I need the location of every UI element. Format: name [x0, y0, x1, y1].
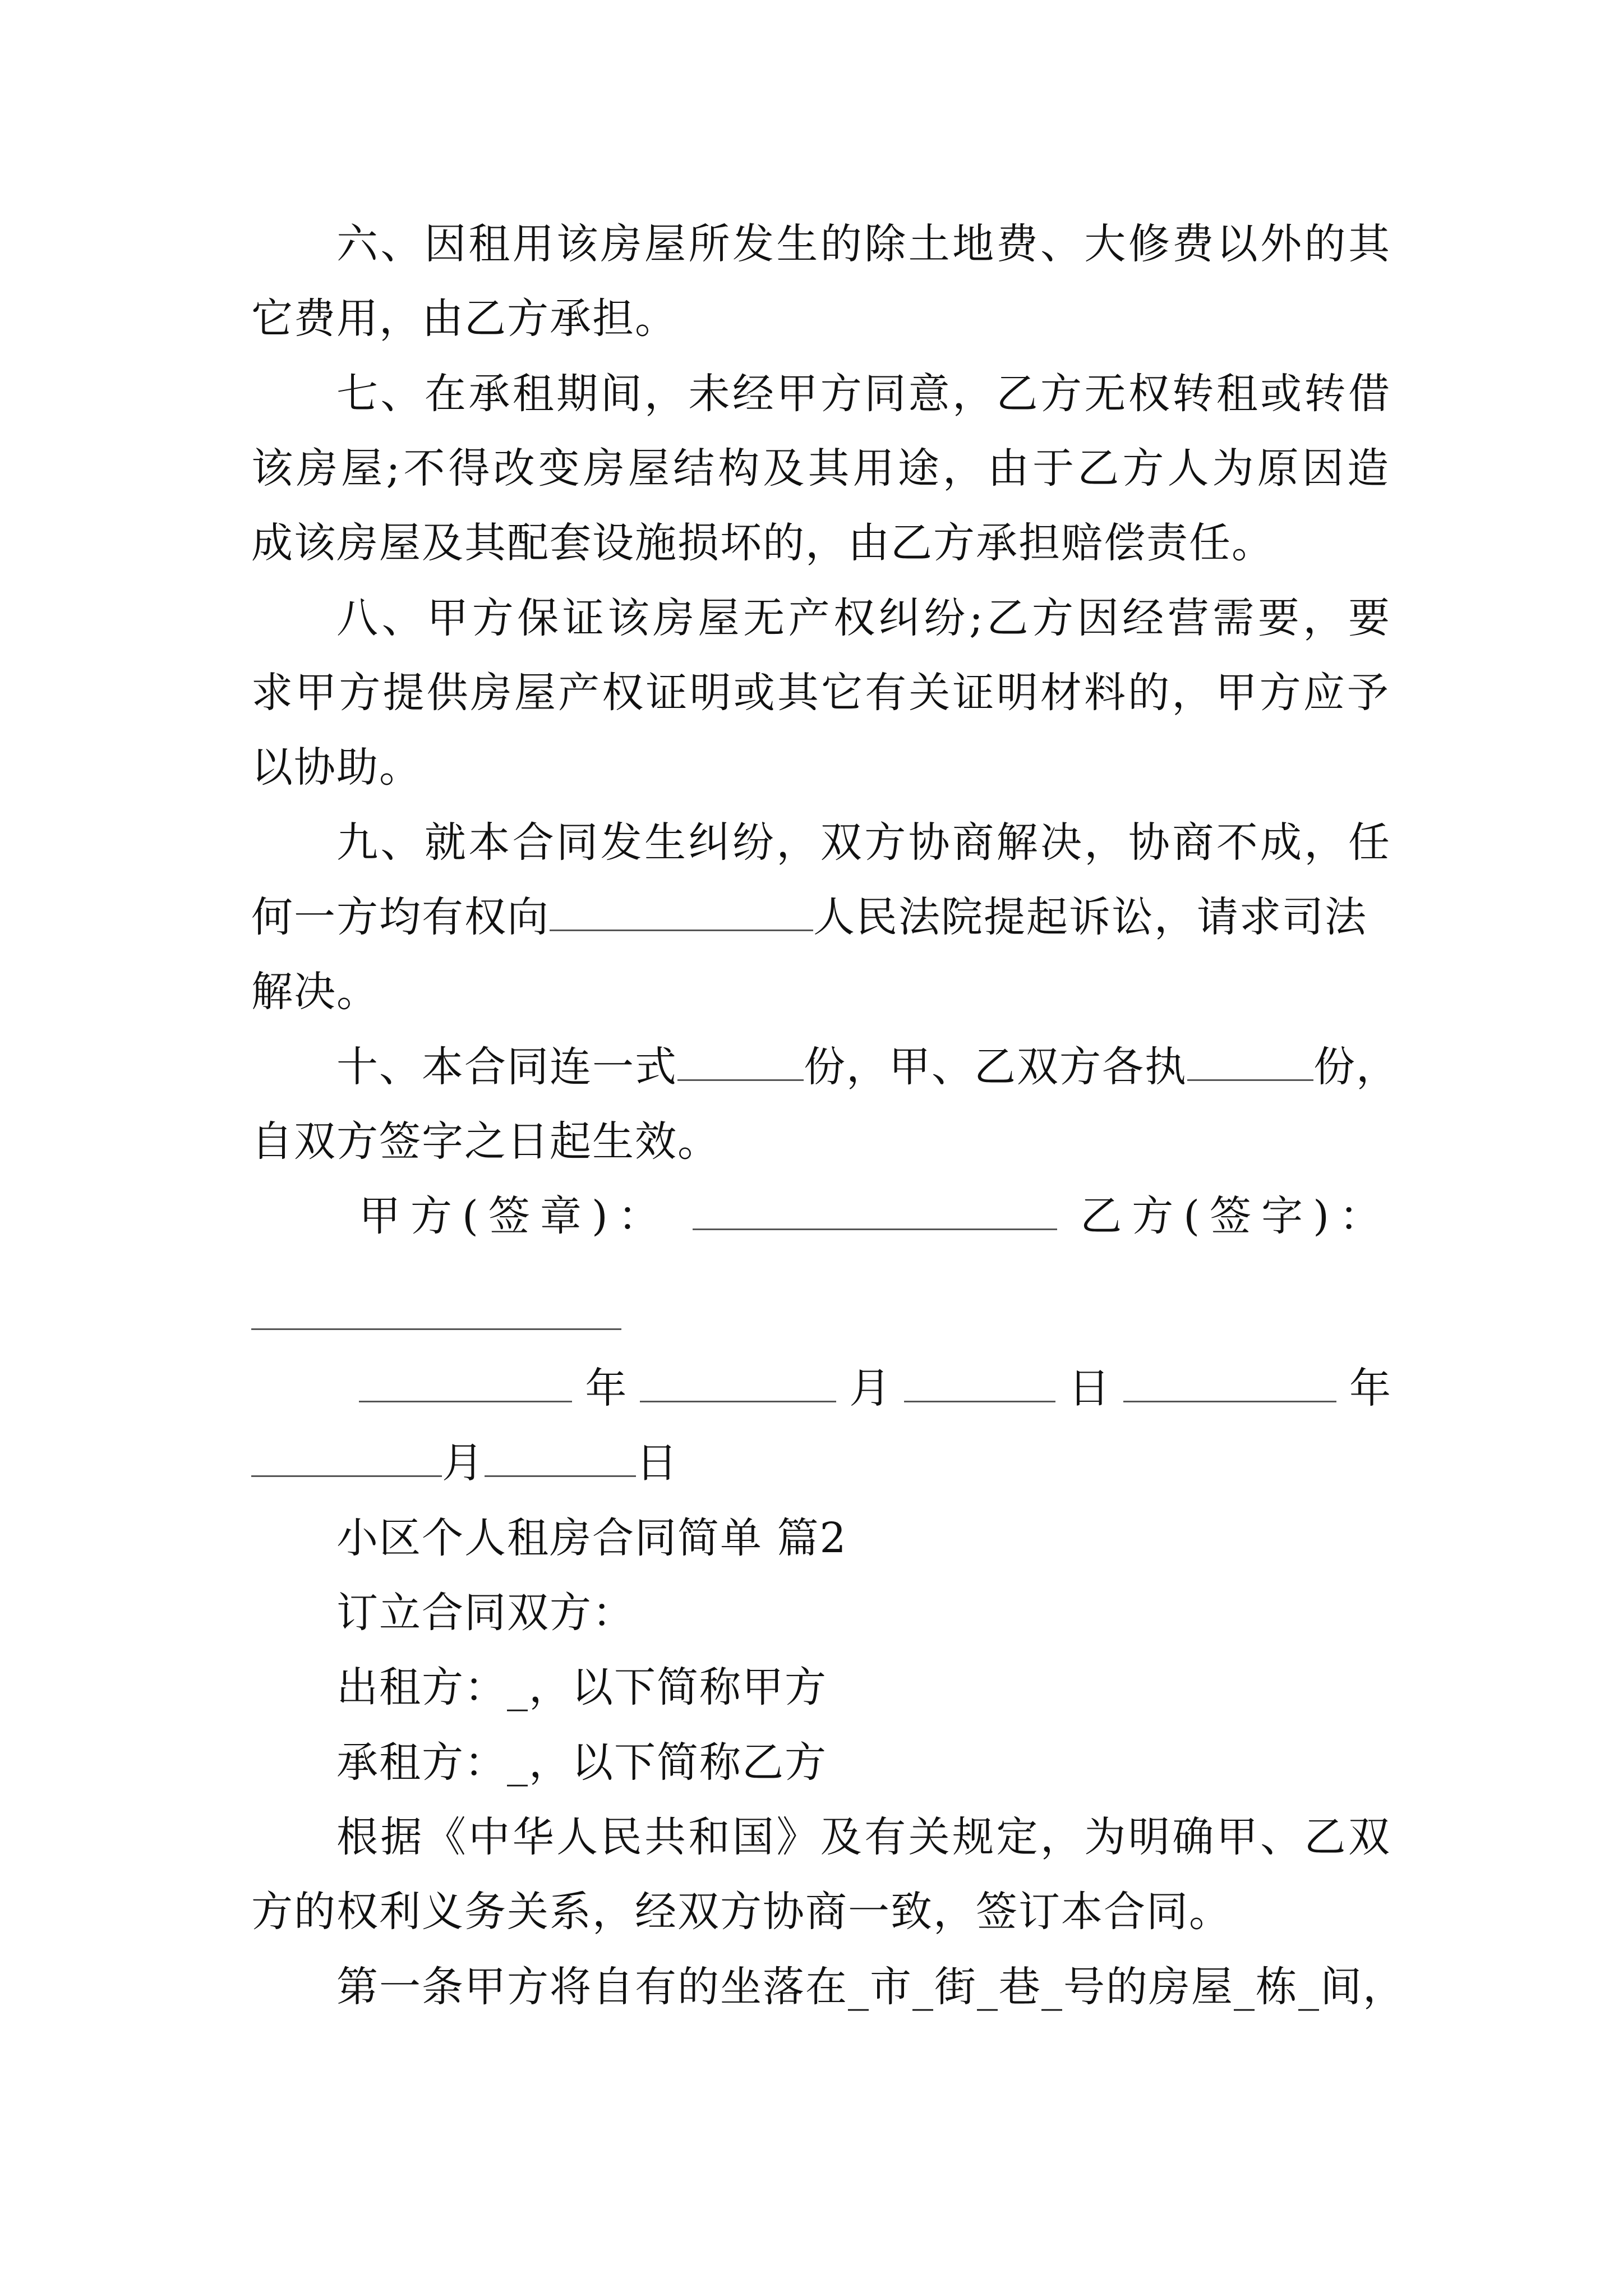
clause-7-line-1: 七、在承租期间，未经甲方同意，乙方无权转租或转借	[336, 370, 1391, 418]
party-a-year-label: 年	[585, 1364, 627, 1412]
lessor-line: 出租方：_，以下简称甲方	[336, 1663, 827, 1711]
court-name-blank	[550, 892, 813, 931]
clause-9-text-before: 何一方均有权向	[251, 893, 550, 941]
clause-6-line-1: 六、因租用该房屋所发生的除土地费、大修费以外的其	[336, 220, 1391, 268]
clause-9-line-1: 九、就本合同发生纠纷，双方协商解决，协商不成，任	[336, 818, 1391, 867]
clause-10-line-1	[336, 1039, 1399, 1095]
clause-7-line-2: 该房屋;不得改变房屋结构及其用途，由于乙方人为原因造	[251, 444, 1390, 493]
party-b-year-blank	[1123, 1364, 1336, 1402]
party-a-month-label: 月	[849, 1364, 891, 1412]
party-b-signature-blank	[251, 1328, 621, 1330]
clause-10-text-c: 份，	[1313, 1043, 1399, 1091]
party-b-year-label: 年	[1349, 1364, 1391, 1412]
copies-each-blank	[1187, 1042, 1313, 1081]
party-b-month-label: 月	[442, 1439, 485, 1487]
clause-9-line-3: 解决。	[251, 968, 379, 1016]
party-a-signature-blank	[693, 1191, 1057, 1230]
article-1-line-1: 第一条甲方将自有的坐落在_市_街_巷_号的房屋_栋_间，	[336, 1963, 1405, 2011]
party-a-month-blank	[640, 1364, 836, 1402]
party-a-signature-label: 甲方(签章)：	[359, 1192, 670, 1240]
party-b-date-line	[251, 1435, 1390, 1491]
clause-6-line-2: 它费用，由乙方承担。	[251, 295, 677, 343]
copies-total-blank	[677, 1042, 804, 1081]
clause-9-text-after: 人民法院提起诉讼，请求司法	[813, 893, 1367, 941]
signature-row	[359, 1188, 1391, 1244]
clause-10-line-2: 自双方签字之日起生效。	[251, 1117, 720, 1166]
lessee-line: 承租方：_，以下简称乙方	[336, 1738, 827, 1787]
party-b-day-label: 日	[636, 1439, 679, 1487]
clause-10-text-b: 份，甲、乙双方各执	[804, 1043, 1187, 1091]
party-b-signature-label: 乙方(签字)：	[1080, 1192, 1391, 1240]
clause-8-line-1: 八、甲方保证该房屋无产权纠纷;乙方因经营需要，要	[336, 594, 1391, 642]
clause-8-line-3: 以协助。	[251, 743, 422, 792]
clause-10-text-a: 十、本合同连一式	[336, 1043, 677, 1091]
preamble-line-1: 根据《中华人民共和国》及有关规定，为明确甲、乙双	[336, 1813, 1391, 1861]
party-a-day-label: 日	[1068, 1364, 1110, 1412]
clause-8-line-2: 求甲方提供房屋产权证明或其它有关证明材料的，甲方应予	[251, 669, 1390, 717]
party-b-month-blank	[251, 1438, 442, 1477]
party-b-day-blank	[485, 1438, 636, 1477]
preamble-line-2: 方的权利义务关系，经双方协商一致，签订本合同。	[251, 1888, 1232, 1936]
party-a-year-blank	[359, 1364, 572, 1402]
contract-parties-heading: 订立合同双方：	[336, 1589, 635, 1637]
clause-9-line-2	[251, 889, 1390, 945]
date-row	[359, 1360, 1391, 1416]
party-a-day-blank	[904, 1364, 1055, 1402]
clause-7-line-3: 成该房屋及其配套设施损坏的，由乙方承担赔偿责任。	[251, 519, 1274, 567]
contract-2-title: 小区个人租房合同简单 篇2	[336, 1514, 847, 1562]
